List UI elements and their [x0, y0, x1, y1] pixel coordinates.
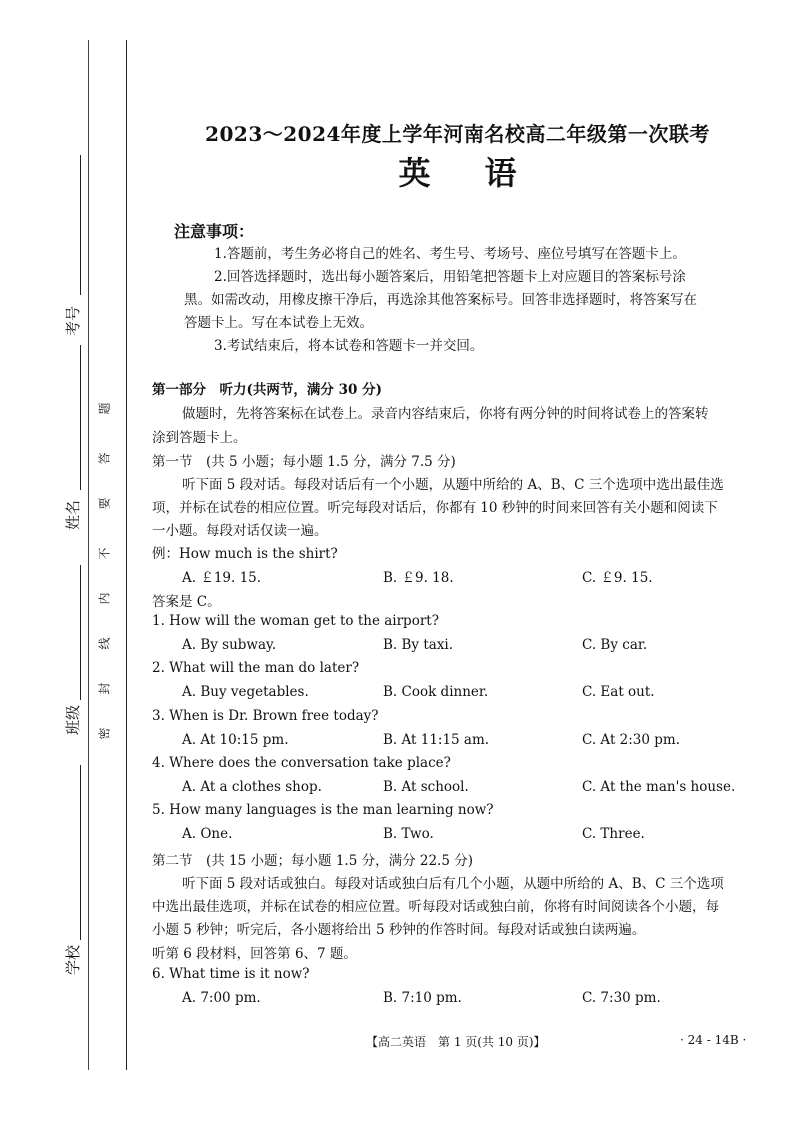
page-footer: 【高二英语 第 1 页(共 10 页)】: [366, 1035, 546, 1049]
notice-title: 注意事项：: [174, 222, 255, 241]
q2-option-b: B. Cook dinner.: [383, 684, 489, 700]
seal-char: 要: [97, 497, 112, 510]
seal-char: 封: [97, 682, 112, 695]
q5-option-a: A. One.: [182, 826, 233, 842]
q4-option-b: B. At school.: [383, 779, 469, 795]
q6-option-a: A. 7:00 pm.: [182, 990, 261, 1006]
notice-item-2-line-2: 黑。如需改动，用橡皮擦干净后，再选涂其他答案标号。回答非选择题时，将答案写在: [184, 292, 697, 308]
question-4: 4. Where does the conversation take place?: [152, 755, 451, 771]
section1-instr-line-2: 项，并标在试卷的相应位置。听完每段对话后，你都有 10 秒钟的时间来回答有关小题和阅读下: [152, 500, 718, 516]
question-2: 2. What will the man do later?: [152, 660, 360, 676]
seal-char: 答: [97, 452, 112, 465]
binding-line-inner: [126, 40, 127, 1070]
q1-option-c: C. By car.: [582, 637, 648, 653]
q3-option-b: B. At 11:15 am.: [383, 732, 490, 748]
part1-intro-line-1: 做题时，先将答案标在试卷上。录音内容结束后，你将有两分钟的时间将试卷上的答案转: [182, 406, 709, 422]
binding-line-outer: [88, 40, 89, 1070]
question-1: 1. How will the woman get to the airport?: [152, 613, 439, 629]
example-question: 例：How much is the shirt?: [152, 546, 338, 562]
class-blank: [80, 565, 82, 700]
example-answer: 答案是 C。: [152, 594, 221, 610]
paper-code: · 24 - 14B ·: [680, 1033, 747, 1047]
notice-item-1: 1.答题前，考生务必将自己的姓名、考生号、考场号、座位号填写在答题卡上。: [214, 246, 686, 262]
seal-char: 不: [97, 547, 112, 560]
school-blank: [80, 765, 82, 940]
section1-heading: 第一节 (共 5 小题；每小题 1.5 分，满分 7.5 分): [152, 454, 456, 470]
example-option-b: B. ￡9. 18.: [383, 570, 454, 586]
question-5: 5. How many languages is the man learning now?: [152, 802, 494, 818]
section2-heading: 第二节 (共 15 小题；每小题 1.5 分，满分 22.5 分): [152, 853, 473, 869]
seal-char: 线: [97, 637, 112, 650]
name-label: 姓名: [64, 499, 82, 530]
q4-option-c: C. At the man's house.: [582, 779, 736, 795]
q6-option-c: C. 7:30 pm.: [582, 990, 661, 1006]
q3-option-a: A. At 10:15 pm.: [182, 732, 289, 748]
section2-instr-line-2: 中选出最佳选项，并标在试卷的相应位置。听每段对话或独白前，你将有时间阅读各个小题，每: [152, 899, 719, 915]
q3-option-c: C. At 2:30 pm.: [582, 732, 681, 748]
example-option-c: C. ￡9. 15.: [582, 570, 653, 586]
q2-option-c: C. Eat out.: [582, 684, 655, 700]
seal-char: 题: [97, 402, 112, 415]
section1-instr-line-3: 一小题。每段对话仅读一遍。: [152, 523, 328, 539]
q6-option-b: B. 7:10 pm.: [383, 990, 462, 1006]
section1-instr-line-1: 听下面 5 段对话。每段对话后有一个小题，从题中所给的 A、B、C 三个选项中选出最佳选: [182, 477, 724, 493]
subject-title: 英语: [398, 154, 571, 192]
exam-no-blank: [80, 155, 82, 295]
q5-option-b: B. Two.: [383, 826, 434, 842]
exam-title: 2023～2024年度上学年河南名校高二年级第一次联考: [205, 122, 710, 146]
question-6: 6. What time is it now?: [152, 966, 310, 982]
question-3: 3. When is Dr. Brown free today?: [152, 708, 379, 724]
part1-heading: 第一部分 听力(共两节，满分 30 分): [152, 382, 382, 398]
section2-instr-line-3: 小题 5 秒钟；听完后，各小题将给出 5 秒钟的作答时间。每段对话或独白读两遍。: [152, 922, 646, 938]
section2-instr-line-1: 听下面 5 段对话或独白。每段对话或独白后有几个小题，从题中所给的 A、B、C 三个选项: [182, 876, 724, 892]
q1-option-a: A. By subway.: [182, 637, 277, 653]
notice-item-2-line-1: 2.回答选择题时，选出每小题答案后，用铅笔把答题卡上对应题目的答案标号涂: [214, 269, 686, 285]
q5-option-c: C. Three.: [582, 826, 645, 842]
part1-intro-line-2: 涂到答题卡上。: [152, 430, 247, 446]
q1-option-b: B. By taxi.: [383, 637, 454, 653]
example-option-a: A. ￡19. 15.: [182, 570, 262, 586]
q2-option-a: A. Buy vegetables.: [182, 684, 309, 700]
seal-char: 内: [97, 592, 112, 605]
section2-instr-line-4: 听第 6 段材料，回答第 6、7 题。: [152, 946, 357, 962]
seal-char: 密: [97, 727, 112, 740]
notice-item-2-line-3: 答题卡上。写在本试卷上无效。: [184, 315, 373, 331]
school-label: 学校: [64, 944, 82, 975]
q4-option-a: A. At a clothes shop.: [182, 779, 322, 795]
notice-item-3: 3.考试结束后，将本试卷和答题卡一并交回。: [214, 338, 484, 354]
name-blank: [80, 345, 82, 490]
exam-no-label: 考号: [64, 305, 82, 336]
class-label: 班级: [64, 704, 82, 735]
